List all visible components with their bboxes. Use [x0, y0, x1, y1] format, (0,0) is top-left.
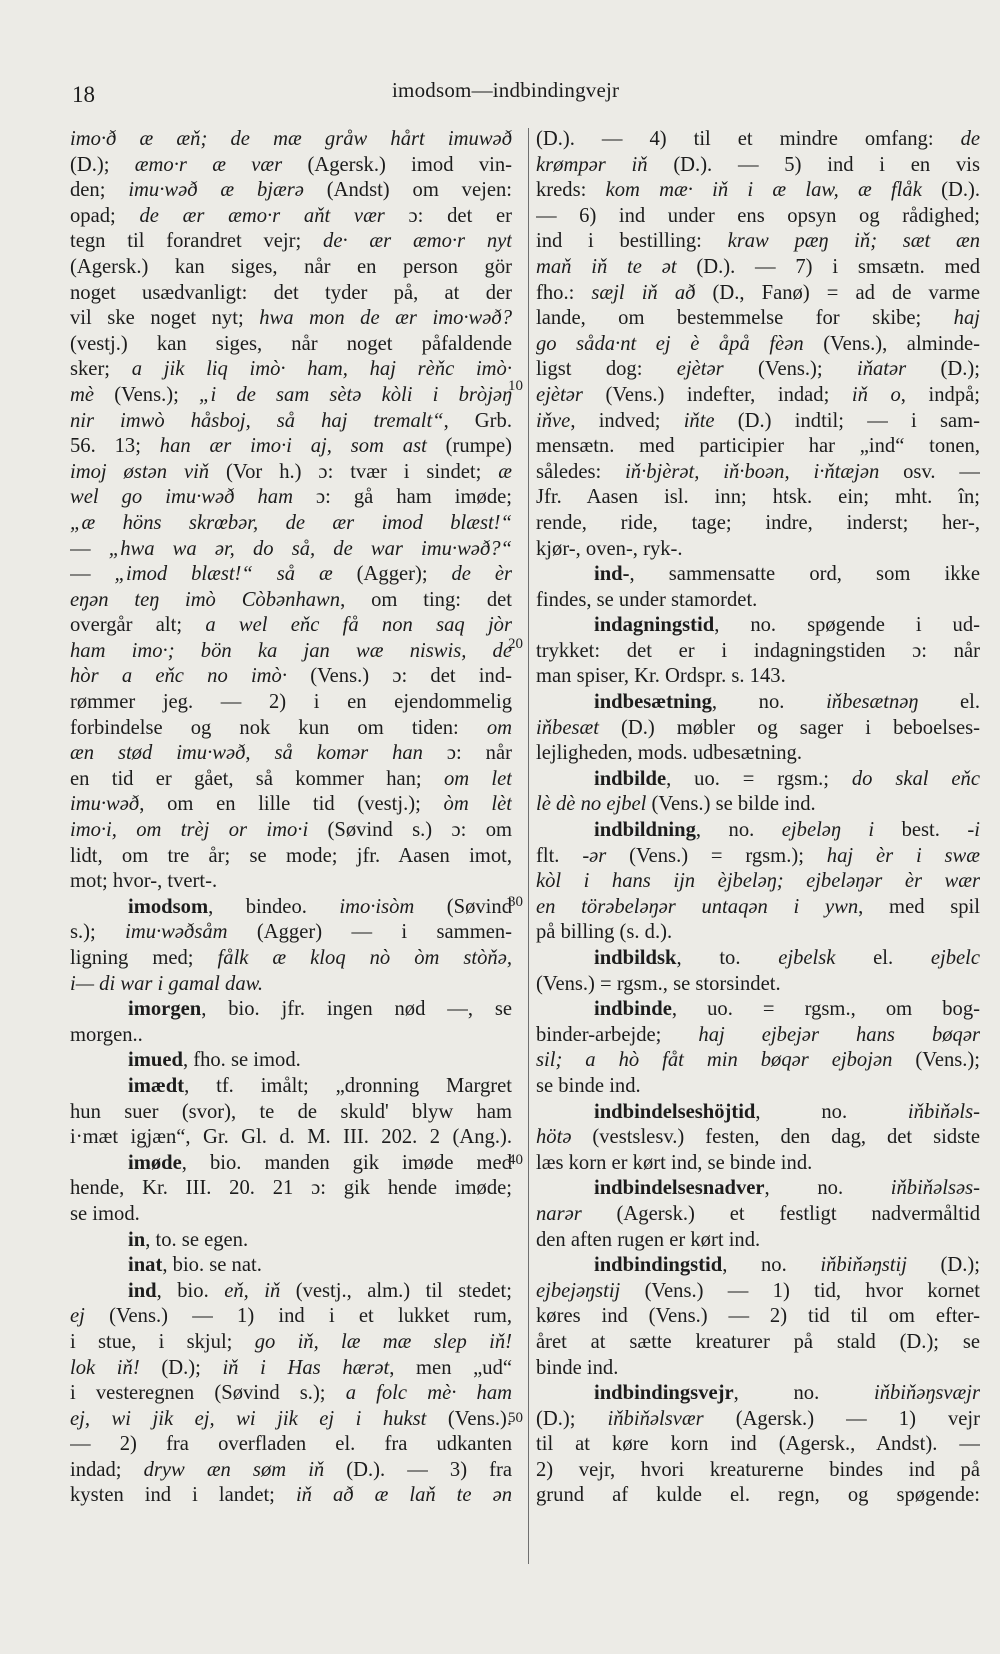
text-line: lok iň! (D.); iň i Has hærət, men „ud“: [70, 1356, 512, 1379]
text-line: imodsom, bindeo. imo·isòm (Søvind: [128, 895, 512, 918]
text-line: ejètər (Vens.) indefter, indad; iň o, indpå;: [536, 383, 980, 406]
text-line: mot; hvor-, tvert-.: [70, 870, 218, 893]
text-line: (D.); iňbiňəlsvær (Agersk.) — 1) vejr: [536, 1407, 980, 1430]
text-line: 56. 13; han ær imo·i aj, som ast (rumpe): [70, 435, 512, 458]
text-line: iňve, indved; iňte (D.) indtil; — i sam-: [536, 409, 980, 432]
text-line: imo·ð æ æň; de mæ gråw hårt imuwəð: [70, 128, 512, 150]
text-line: den; imu·wəð æ bjærə (Andst) om vejen:: [70, 179, 512, 202]
text-line: iňbesæt (D.) møbler og sager i beboelses-: [536, 716, 980, 739]
text-line: i·mæt igjæn“, Gr. Gl. d. M. III. 202. 2 (Ang.).: [70, 1126, 512, 1149]
text-line: — 2) fra overfladen el. fra udkanten: [70, 1433, 512, 1456]
text-line: s.); imu·wəðsåm (Agger) — i sammen-: [70, 921, 512, 944]
text-line: indbindelsesnadver, no. iňbiňəlsəs-: [594, 1177, 980, 1200]
text-line: lidt, om tre år; se mode; jfr. Aasen imot,: [70, 844, 512, 867]
text-line: rømmer jeg. — 2) i en ejendommelig: [70, 691, 512, 714]
text-line: man spiser, Kr. Ordspr. s. 143.: [536, 665, 786, 688]
page-number: 18: [72, 82, 95, 107]
text-line: kreds: kom mæ· iň i æ law, æ flåk (D.).: [536, 179, 980, 202]
text-line: (Agersk.) kan siges, når en person gör: [70, 255, 512, 278]
text-line: således: iň·bjèrət, iň·boən, i·ňtæjən osv. —: [536, 460, 980, 483]
text-line: krømpər iň (D.). — 5) ind i en vis: [536, 153, 980, 176]
text-line: hende, Kr. III. 20. 21 ɔ: gik hende imøde;: [70, 1177, 512, 1200]
text-line: opad; de ær æmo·r aňt vær ɔ: det er: [70, 204, 512, 227]
text-line: læs korn er kørt ind, se binde ind.: [536, 1151, 813, 1174]
text-line: ham imo·; bön ka jan wæ niswis, de: [70, 639, 512, 662]
text-line: maň iň te ət (D.). — 7) i smsætn. med: [536, 255, 980, 278]
text-line: (D.). — 4) til et mindre omfang: de: [536, 128, 980, 150]
text-line: Jfr. Aasen isl. inn; htsk. ein; mht. în;: [536, 486, 980, 509]
text-line: lande, om bestemmelse for skibe; haj: [536, 307, 980, 330]
text-line: eŋən teŋ imò Còbənhawn, om ting: det: [70, 588, 512, 611]
text-line: ej (Vens.) — 1) ind i et lukket rum,: [70, 1305, 512, 1328]
line-number: 40: [508, 1152, 523, 1168]
text-line: kjør-, oven-, ryk-.: [536, 537, 683, 560]
text-line: lè dè no ejbel (Vens.) se bilde ind.: [536, 793, 816, 816]
text-line: 2) vejr, hvori kreaturerne bindes ind på: [536, 1458, 980, 1481]
text-line: mensætn. med participier har „ind“ tonen,: [536, 435, 980, 458]
text-line: sker; a jik liq imò· ham, haj rèňc imò·: [70, 358, 512, 381]
text-line: imoj østən viň (Vor h.) ɔ: tvær i sindet; æ: [70, 460, 512, 483]
text-line: (vestj.) kan siges, når noget påfaldende: [70, 332, 512, 355]
text-line: i vesteregnen (Søvind s.); a folc mè· ham: [70, 1382, 512, 1405]
text-line: til at køre korn ind (Agersk., Andst). —: [536, 1433, 980, 1456]
column-divider: [528, 128, 529, 1564]
text-line: kysten ind i landet; iň að æ laň te ən: [70, 1484, 512, 1507]
text-line: findes, se under stamordet.: [536, 588, 758, 611]
text-line: en törəbeləŋər untaqən i ywn, med spil: [536, 895, 980, 918]
text-line: in, to. se egen.: [128, 1228, 249, 1251]
text-line: se binde ind.: [536, 1074, 641, 1097]
text-line: (Vens.) = rgsm., se storsindet.: [536, 972, 781, 995]
line-number: 50: [508, 1410, 523, 1426]
text-line: ligst dog: ejètər (Vens.); iňatər (D.);: [536, 358, 980, 381]
text-line: binde ind.: [536, 1356, 619, 1379]
text-line: rende, ride, tage; indre, inderst; her-,: [536, 511, 980, 534]
text-line: „æ höns skrœbər, de ær imod blæst!“: [70, 511, 512, 534]
text-line: indbildsk, to. ejbelsk el. ejbelc: [594, 947, 980, 969]
text-line: ligning med; fålk æ kloq nò òm stòňə,: [70, 947, 512, 969]
text-line: — „hwa wa ər, do så, de war imu·wəð?“: [70, 537, 512, 560]
left-column: [70, 127, 512, 1509]
text-line: indbindingsvejr, no. iňbiňəŋsvæjr: [594, 1382, 980, 1405]
text-line: mè (Vens.); „i de sam sètə kòli i bròjəŋ: [70, 383, 512, 406]
text-line: æn stød imu·wəð, så komər han ɔ: når: [70, 742, 512, 765]
text-line: indbesætning, no. iňbesætnəŋ el.: [594, 691, 980, 714]
text-line: den aften rugen er kørt ind.: [536, 1228, 761, 1251]
text-line: indbinde, uo. = rgsm., om bog-: [594, 998, 980, 1021]
text-line: ind, bio. eň, iň (vestj., alm.) til stedet;: [128, 1279, 512, 1302]
text-line: indbindingstid, no. iňbiňəŋstij (D.);: [594, 1254, 980, 1277]
text-line: ind-, sammensatte ord, som ikke: [594, 563, 980, 586]
text-line: fho.: sæjl iň að (D., Fanø) = ad de varme: [536, 281, 980, 304]
text-line: forbindelse og nok kun om tiden: om: [70, 716, 512, 739]
text-line: narər (Agersk.) et festligt nadvermåltid: [536, 1202, 980, 1225]
text-line: go såda·nt ej è åpå fèən (Vens.), alminde-: [536, 332, 980, 355]
text-line: — 6) ind under ens opsyn og rådighed;: [536, 204, 980, 227]
text-line: sil; a hò fåt min bøqər ejbojən (Vens.);: [536, 1049, 980, 1072]
text-line: binder-arbejde; haj ejbejər hans bøqər: [536, 1023, 980, 1046]
text-line: grund af kulde el. regn, og spøgende:: [536, 1484, 980, 1507]
text-line: indad; dryw æn søm iň (D.). — 3) fra: [70, 1458, 512, 1481]
text-line: trykket: det er i indagningstiden ɔ: når: [536, 639, 980, 662]
text-line: (D.); æmo·r æ vær (Agersk.) imod vin-: [70, 153, 512, 176]
right-column: [536, 127, 980, 1509]
text-line: ej, wi jik ej, wi jik ej i hukst (Vens.).: [70, 1407, 512, 1430]
line-number: 10: [508, 378, 523, 394]
text-line: imued, fho. se imod.: [128, 1049, 301, 1072]
text-line: ejbejəŋstij (Vens.) — 1) tid, hvor kornet: [536, 1279, 980, 1302]
text-line: noget usædvanligt: det tyder på, at der: [70, 281, 512, 304]
text-line: lejligheden, mods. udbesætning.: [536, 742, 802, 765]
text-line: imøde, bio. manden gik imøde med: [128, 1151, 512, 1174]
text-line: indbildning, no. ejbeləŋ i best. -i: [594, 819, 980, 842]
text-line: køres ind (Vens.) — 2) tid til om efter-: [536, 1305, 980, 1328]
text-line: en tid er gået, så kommer han; om let: [70, 767, 512, 790]
text-line: morgen..: [70, 1023, 143, 1046]
text-line: hòr a eňc no imò· (Vens.) ɔ: det ind-: [70, 665, 512, 688]
text-line: hun suer (svor), te de skuld' blyw ham: [70, 1100, 512, 1123]
text-line: inat, bio. se nat.: [128, 1254, 262, 1277]
text-line: — „imod blæst!“ så æ (Agger); de èr: [70, 563, 512, 586]
text-line: tegn til forandret vejr; de· ær æmo·r nyt: [70, 230, 512, 253]
text-line: imu·wəð, om en lille tid (vestj.); òm lèt: [70, 793, 512, 816]
text-line: kòl i hans ijn èjbeləŋ; ejbeləŋər èr wær: [536, 870, 980, 893]
line-number: 20: [508, 636, 523, 652]
text-line: hötə (vestslesv.) festen, den dag, det sidste: [536, 1126, 980, 1149]
text-line: på billing (s. d.).: [536, 921, 673, 944]
text-line: wel go imu·wəð ham ɔ: gå ham imøde;: [70, 486, 512, 509]
text-line: i stue, i skjul; go iň, læ mæ slep iň!: [70, 1330, 512, 1353]
text-line: vil ske noget nyt; hwa mon de ær imo·wəð?: [70, 307, 512, 330]
text-line: imorgen, bio. jfr. ingen nød —, se: [128, 998, 512, 1021]
text-line: indagningstid, no. spøgende i ud-: [594, 614, 980, 637]
text-line: indbilde, uo. = rgsm.; do skal eňc: [594, 767, 980, 790]
line-number: 30: [508, 894, 523, 910]
text-line: se imod.: [70, 1202, 140, 1225]
running-head: imodsom—indbindingvejr: [392, 78, 620, 102]
text-line: overgår alt; a wel eňc få non saq jòr: [70, 614, 512, 637]
text-line: i— di war i gamal daw.: [70, 972, 263, 995]
text-line: indbindelseshöjtid, no. iňbiňəls-: [594, 1100, 980, 1123]
text-line: imædt, tf. imålt; „dronning Margret: [128, 1074, 512, 1097]
text-line: imo·i, om trèj or imo·i (Søvind s.) ɔ: om: [70, 819, 512, 842]
text-line: ind i bestilling: kraw pæŋ iň; sæt æn: [536, 230, 980, 253]
text-line: flt. -ər (Vens.) = rgsm.); haj èr i swæ: [536, 844, 980, 867]
text-line: året at sætte kreaturer på stald (D.); se: [536, 1330, 980, 1353]
text-line: nir imwò håsboj, så haj tremalt“, Grb.: [70, 409, 512, 432]
